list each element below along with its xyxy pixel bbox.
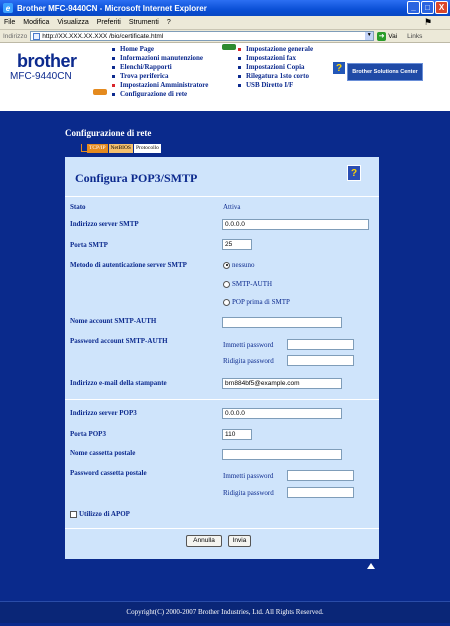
status-label: Stato (70, 203, 86, 211)
panel-title: Configura POP3/SMTP (75, 171, 198, 185)
general-arrow-icon (222, 44, 236, 50)
window-titlebar (0, 0, 450, 16)
go-arrow-icon: ➜ (378, 32, 385, 40)
address-url: http://XX.XXX.XX.XXX /bio/certificate.html (42, 32, 164, 40)
printer-email-label: Indirizzo e-mail della stampante (70, 379, 167, 387)
nav-home-page[interactable]: Home Page (110, 45, 208, 54)
help-icon[interactable]: ? (347, 165, 361, 181)
smtp-retype-password-label: Ridigita password (223, 357, 274, 365)
radio-icon (223, 299, 230, 306)
model-name: MFC-9440CN (10, 71, 72, 82)
smtp-server-input[interactable]: 0.0.0.0 (222, 219, 369, 230)
go-label: Vai (388, 32, 398, 40)
admin-arrow-icon (93, 89, 107, 95)
address-input[interactable] (30, 31, 374, 41)
nav-general-settings[interactable]: Impostazione generale (236, 45, 313, 54)
apop-checkbox[interactable] (70, 510, 130, 518)
menu-file[interactable]: File (4, 19, 16, 26)
nav-copy-settings[interactable]: Impostazioni Copia (236, 63, 313, 72)
mailbox-retype-password-input[interactable] (287, 487, 354, 498)
section-title: Configurazione di rete (65, 128, 152, 138)
auth-smtp-radio[interactable] (223, 280, 272, 288)
mailbox-password-label: Password cassetta postale (70, 469, 147, 477)
nav-column-main (110, 45, 208, 99)
checkbox-icon (70, 511, 77, 518)
solutions-center-icon[interactable]: ? (332, 61, 346, 75)
smtp-account-input[interactable] (222, 317, 342, 328)
minimize-button[interactable]: _ (407, 1, 420, 14)
divider (65, 399, 379, 400)
address-bar (0, 30, 450, 43)
smtp-password-input[interactable] (287, 339, 354, 350)
status-value: Attiva (223, 203, 241, 211)
close-button[interactable]: X (435, 1, 448, 14)
menu-strumenti[interactable]: Strumenti (128, 19, 159, 26)
smtp-account-label: Nome account SMTP-AUTH (70, 317, 157, 325)
divider (65, 196, 379, 197)
auth-smtp-label: SMTP-AUTH (232, 280, 273, 288)
nav-admin-settings[interactable]: Impostazioni Amministratore (110, 81, 208, 90)
auth-pop-label: POP prima di SMTP (232, 298, 290, 306)
page-icon (33, 33, 40, 40)
radio-selected-icon (223, 262, 230, 269)
radio-icon (223, 281, 230, 288)
auth-method-label: Metodo di autenticazione server SMTP (70, 261, 187, 269)
divider (65, 528, 379, 529)
tab-protocol[interactable]: Protocollo (136, 145, 159, 151)
menu-preferiti[interactable]: Preferiti (96, 19, 121, 26)
mailbox-name-label: Nome cassetta postale (70, 449, 136, 457)
pop3-port-label: Porta POP3 (70, 430, 106, 438)
solutions-center-button[interactable]: Brother Solutions Center (347, 63, 423, 81)
mailbox-password-input[interactable] (287, 470, 354, 481)
smtp-port-label: Porta SMTP (70, 241, 108, 249)
brother-header (0, 43, 450, 111)
protocol-tabs (87, 144, 162, 153)
menu-modifica[interactable]: Modifica (23, 19, 50, 26)
pop3-smtp-panel (65, 157, 379, 559)
links-button[interactable]: Links (407, 32, 423, 40)
nav-find-device[interactable]: Trova periferica (110, 72, 208, 81)
nav-usb-direct[interactable]: USB Diretto I/F (236, 81, 313, 90)
window-controls (407, 1, 448, 14)
submit-button[interactable]: Invia (228, 535, 251, 547)
nav-network-config[interactable]: Configurazione di rete (110, 90, 208, 99)
smtp-port-input[interactable]: 25 (222, 239, 252, 250)
address-dropdown-icon[interactable]: ▼ (366, 32, 372, 38)
scroll-top-icon[interactable] (367, 563, 375, 569)
smtp-password-label: Password account SMTP-AUTH (70, 337, 168, 345)
cancel-button[interactable]: Annulla (186, 535, 222, 547)
smtp-server-label: Indirizzo server SMTP (70, 220, 139, 228)
menu-bar (0, 16, 450, 30)
pop3-server-label: Indirizzo server POP3 (70, 409, 137, 417)
brother-logo: brother (17, 51, 77, 71)
tab-corner (81, 144, 87, 152)
auth-pop-radio[interactable] (223, 298, 290, 306)
maximize-button[interactable]: □ (421, 1, 434, 14)
smtp-enter-password-label: Immetti password (223, 341, 274, 349)
nav-maintenance-info[interactable]: Informazioni manutenzione (110, 54, 208, 63)
pop3-server-input[interactable]: 0.0.0.0 (222, 408, 342, 419)
copyright-text: Copyright(C) 2000-2007 Brother Industries, Ltd. All Rights Reserved. (126, 608, 324, 616)
smtp-retype-password-input[interactable] (287, 355, 354, 366)
menu-visualizza[interactable]: Visualizza (57, 19, 89, 26)
apop-label: Utilizzo di APOP (79, 510, 130, 518)
printer-email-input[interactable]: brn884bf5@example.com (222, 378, 342, 389)
nav-short-edge-binding[interactable]: Rilegatura 1sto corto (236, 72, 313, 81)
mailbox-retype-password-label: Ridigita password (223, 489, 274, 497)
tab-tcpip[interactable]: TCP/IP (89, 145, 106, 151)
nav-lists-reports[interactable]: Elenchi/Rapporti (110, 63, 208, 72)
tab-netbios[interactable]: NetBIOS (110, 145, 131, 151)
menu-help[interactable]: ? (166, 19, 171, 26)
nav-fax-settings[interactable]: Impostazioni fax (236, 54, 313, 63)
nav-column-settings (236, 45, 313, 90)
windows-logo-icon: ⚑ (424, 17, 433, 27)
ie-icon: e (3, 3, 13, 13)
auth-none-label: nessuno (232, 261, 255, 269)
mailbox-name-input[interactable] (222, 449, 342, 460)
go-button[interactable] (377, 32, 397, 41)
address-label: Indirizzo (3, 32, 28, 40)
mailbox-enter-password-label: Immetti password (223, 472, 274, 480)
auth-none-radio[interactable] (223, 261, 255, 269)
content-area (0, 111, 450, 626)
pop3-port-input[interactable]: 110 (222, 429, 252, 440)
window-title: Brother MFC-9440CN - Microsoft Internet Explorer (17, 3, 207, 13)
